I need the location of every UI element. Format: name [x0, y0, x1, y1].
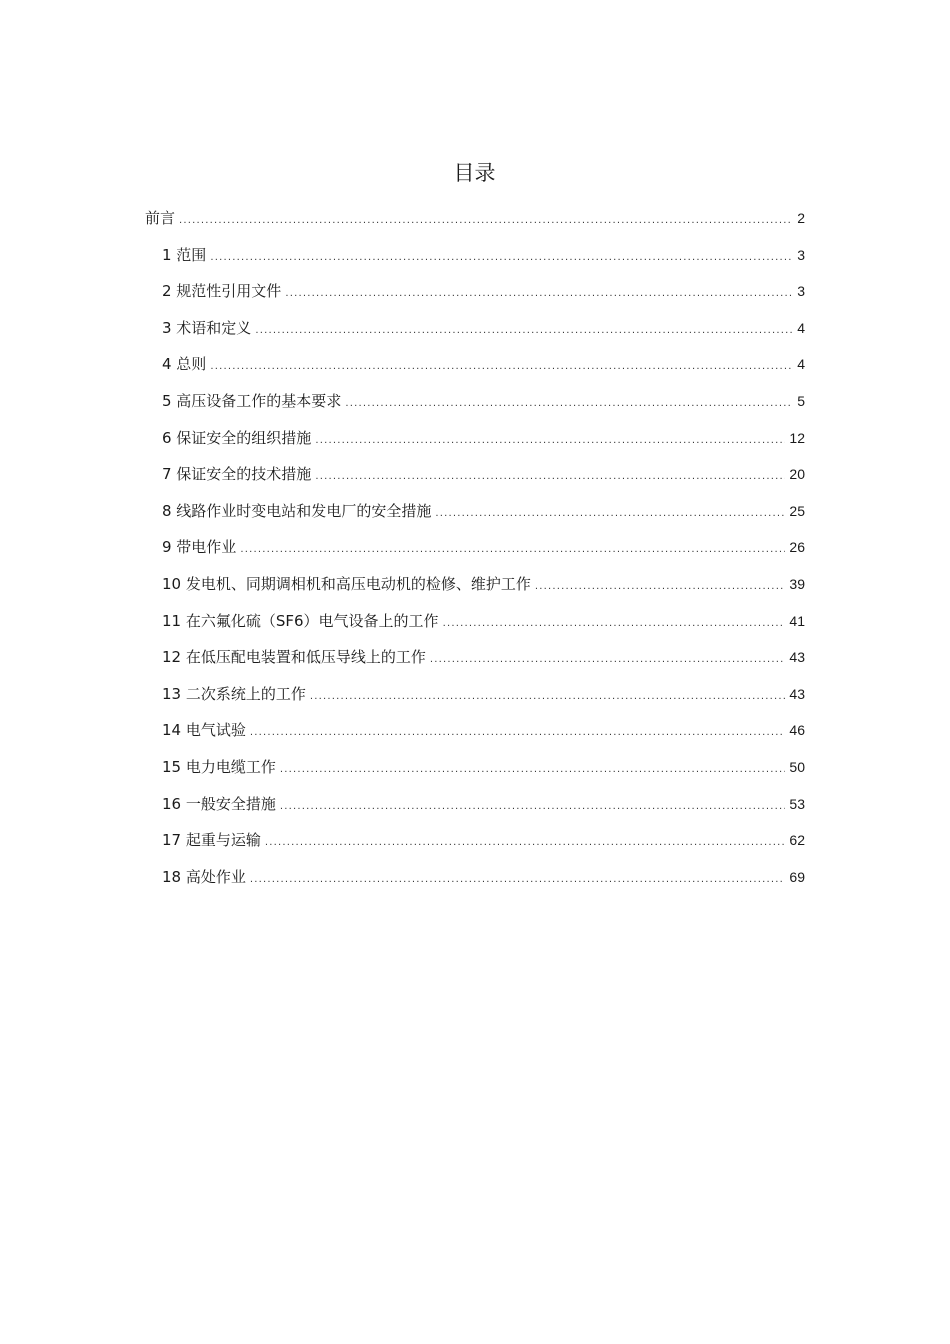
toc-entry[interactable]	[162, 237, 805, 273]
toc-entry-label: 10 发电机、同期调相机和高压电动机的检修、维护工作	[162, 575, 531, 593]
toc-dot-leader	[315, 420, 785, 456]
toc-dot-leader	[535, 566, 786, 602]
toc-entry-label: 1 范围	[162, 245, 207, 264]
toc-entry-page: 46	[789, 722, 805, 739]
toc-entry-page: 4	[797, 319, 805, 336]
toc-entry-page: 43	[789, 649, 805, 666]
toc-entry[interactable]	[162, 456, 805, 492]
toc-entry[interactable]	[162, 383, 805, 419]
toc-entry-page: 25	[789, 502, 805, 519]
toc-entry[interactable]	[162, 493, 805, 529]
toc-entry-label: 8 线路作业时变电站和发电厂的安全措施	[162, 501, 432, 520]
toc-entry-label: 16 一般安全措施	[162, 794, 276, 813]
toc-title-text: 目录	[453, 161, 496, 185]
toc-dot-leader	[315, 456, 785, 492]
toc-dot-leader	[280, 786, 786, 822]
toc-title	[0, 158, 950, 188]
toc-entry-label: 9 带电作业	[162, 538, 237, 557]
toc-entry-label: 3 术语和定义	[162, 318, 252, 337]
toc-dot-leader	[250, 712, 786, 748]
toc-dot-leader	[210, 346, 793, 382]
toc-entry[interactable]	[162, 566, 805, 602]
toc-entry[interactable]	[162, 529, 805, 565]
toc-dot-leader	[435, 493, 785, 529]
toc-dot-leader	[280, 749, 786, 785]
toc-entry[interactable]	[162, 346, 805, 382]
toc-entry-page: 43	[789, 685, 805, 702]
toc-entry-label: 14 电气试验	[162, 721, 246, 740]
toc-entry-label: 13 二次系统上的工作	[162, 684, 306, 703]
toc-entry[interactable]	[162, 822, 805, 858]
toc-entry-page: 4	[797, 356, 805, 373]
toc-entry-page: 41	[789, 612, 805, 629]
toc-entry-label: 6 保证安全的组织措施	[162, 428, 312, 447]
toc-entry-label: 12 在低压配电装置和低压导线上的工作	[162, 648, 426, 667]
toc-entry[interactable]	[162, 712, 805, 748]
toc-entry[interactable]	[162, 786, 805, 822]
toc-dot-leader	[310, 676, 786, 712]
toc-entry-label: 11 在六氟化硫（SF6）电气设备上的工作	[162, 611, 439, 630]
toc-entry[interactable]	[162, 310, 805, 346]
toc-dot-leader	[345, 383, 793, 419]
toc-entry[interactable]	[162, 603, 805, 639]
toc-entry-page: 26	[789, 539, 805, 556]
toc-entry-label: 前言	[145, 209, 176, 227]
toc-entry-page: 5	[797, 393, 805, 409]
toc-dot-leader	[255, 310, 793, 346]
toc-dot-leader	[210, 237, 793, 273]
toc-entry-label: 4 总则	[162, 355, 207, 374]
toc-dot-leader	[430, 639, 786, 675]
toc-entry-page: 20	[789, 466, 805, 483]
toc-dot-leader	[179, 200, 793, 236]
toc-entry-page: 50	[789, 759, 805, 775]
toc-dot-leader	[285, 273, 793, 309]
toc-entry-page: 53	[789, 795, 805, 812]
toc-dot-leader	[265, 822, 786, 858]
toc-entry-page: 39	[789, 576, 805, 592]
toc-entry[interactable]	[145, 200, 805, 236]
toc-entry[interactable]	[162, 676, 805, 712]
toc-entry-label: 17 起重与运输	[162, 831, 261, 850]
toc-entry-label: 18 高处作业	[162, 867, 246, 886]
toc-entry-label: 5 高压设备工作的基本要求	[162, 392, 342, 410]
toc-entry[interactable]	[162, 420, 805, 456]
toc-entry-label: 7 保证安全的技术措施	[162, 465, 312, 484]
toc-entry[interactable]	[162, 639, 805, 675]
toc-entry[interactable]	[162, 859, 805, 895]
toc-dot-leader	[443, 603, 786, 639]
toc-entry-label: 2 规范性引用文件	[162, 282, 282, 301]
toc-entry-page: 69	[789, 868, 805, 885]
toc-entry[interactable]	[162, 749, 805, 785]
toc-entry-page: 62	[789, 832, 805, 849]
toc-entry-page: 3	[797, 246, 805, 263]
toc-entry-page: 3	[797, 283, 805, 300]
toc-entry-page: 12	[789, 429, 805, 446]
toc-entry-label: 15 电力电缆工作	[162, 758, 276, 776]
toc-entry-page: 2	[797, 210, 805, 226]
toc-dot-leader	[240, 529, 785, 565]
toc-entry[interactable]	[162, 273, 805, 309]
toc-dot-leader	[250, 859, 786, 895]
